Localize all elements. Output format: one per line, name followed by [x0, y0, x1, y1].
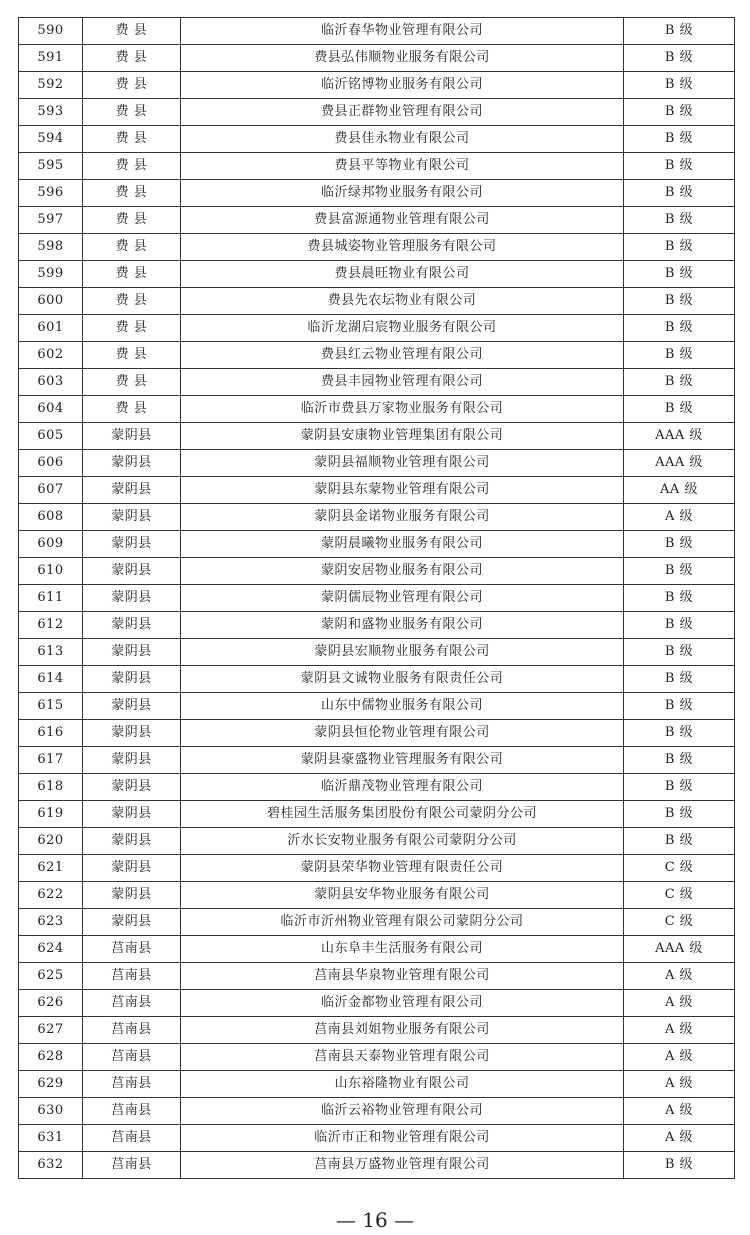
table-row — [19, 504, 735, 531]
table-row — [19, 585, 735, 612]
table-row — [19, 1044, 735, 1071]
company-name-cell: 蒙阴县宏顺物业服务有限公司 — [181, 639, 624, 666]
company-name-cell: 临沂市费县万家物业服务有限公司 — [181, 396, 624, 423]
grade-cell: B 级 — [624, 99, 735, 126]
grade-cell: B 级 — [624, 315, 735, 342]
grade-cell: AAA 级 — [624, 423, 735, 450]
grade-cell: B 级 — [624, 153, 735, 180]
table-row — [19, 666, 735, 693]
table-row — [19, 1071, 735, 1098]
row-number-cell: 632 — [19, 1152, 83, 1179]
company-name-cell: 临沂铭博物业服务有限公司 — [181, 72, 624, 99]
county-cell: 蒙阴县 — [83, 747, 181, 774]
row-number-cell: 597 — [19, 207, 83, 234]
county-cell: 蒙阴县 — [83, 801, 181, 828]
row-number-cell: 591 — [19, 45, 83, 72]
row-number-cell: 621 — [19, 855, 83, 882]
county-cell: 蒙阴县 — [83, 477, 181, 504]
table-row — [19, 639, 735, 666]
table-row — [19, 558, 735, 585]
row-number-cell: 609 — [19, 531, 83, 558]
grade-cell: B 级 — [624, 693, 735, 720]
grade-cell: B 级 — [624, 639, 735, 666]
county-cell: 莒南县 — [83, 1098, 181, 1125]
county-cell: 费 县 — [83, 18, 181, 45]
table-row — [19, 423, 735, 450]
company-name-cell: 费县丰园物业管理有限公司 — [181, 369, 624, 396]
row-number-cell: 610 — [19, 558, 83, 585]
grade-cell: B 级 — [624, 828, 735, 855]
grade-cell: A 级 — [624, 1098, 735, 1125]
company-name-cell: 沂水长安物业服务有限公司蒙阴分公司 — [181, 828, 624, 855]
county-cell: 莒南县 — [83, 1017, 181, 1044]
table-row — [19, 882, 735, 909]
grade-cell: B 级 — [624, 18, 735, 45]
county-cell: 费 县 — [83, 153, 181, 180]
row-number-cell: 613 — [19, 639, 83, 666]
county-cell: 费 县 — [83, 126, 181, 153]
county-cell: 蒙阴县 — [83, 909, 181, 936]
grade-cell: B 级 — [624, 180, 735, 207]
row-number-cell: 600 — [19, 288, 83, 315]
county-cell: 费 县 — [83, 72, 181, 99]
grade-cell: A 级 — [624, 963, 735, 990]
table-row — [19, 990, 735, 1017]
table-row — [19, 1125, 735, 1152]
company-name-cell: 蒙阴县福顺物业管理有限公司 — [181, 450, 624, 477]
table-row — [19, 99, 735, 126]
company-name-cell: 临沂市沂州物业管理有限公司蒙阴分公司 — [181, 909, 624, 936]
row-number-cell: 594 — [19, 126, 83, 153]
county-cell: 蒙阴县 — [83, 720, 181, 747]
company-name-cell: 费县正群物业管理有限公司 — [181, 99, 624, 126]
table-row — [19, 612, 735, 639]
grade-cell: A 级 — [624, 990, 735, 1017]
grade-cell: B 级 — [624, 666, 735, 693]
county-cell: 费 县 — [83, 342, 181, 369]
row-number-cell: 605 — [19, 423, 83, 450]
county-cell: 莒南县 — [83, 1152, 181, 1179]
table-row — [19, 288, 735, 315]
grade-cell: B 级 — [624, 288, 735, 315]
company-name-cell: 费县平等物业有限公司 — [181, 153, 624, 180]
grade-cell: A 级 — [624, 504, 735, 531]
table-row — [19, 18, 735, 45]
company-name-cell: 莒南县天泰物业管理有限公司 — [181, 1044, 624, 1071]
company-name-cell: 莒南县万盛物业管理有限公司 — [181, 1152, 624, 1179]
county-cell: 蒙阴县 — [83, 450, 181, 477]
grade-cell: C 级 — [624, 855, 735, 882]
company-name-cell: 临沂市正和物业管理有限公司 — [181, 1125, 624, 1152]
grade-cell: A 级 — [624, 1044, 735, 1071]
row-number-cell: 608 — [19, 504, 83, 531]
company-name-cell: 费县弘伟顺物业服务有限公司 — [181, 45, 624, 72]
table-row — [19, 396, 735, 423]
table-row — [19, 180, 735, 207]
grade-cell: B 级 — [624, 720, 735, 747]
table-row — [19, 261, 735, 288]
grade-cell: B 级 — [624, 747, 735, 774]
company-name-cell: 蒙阴和盛物业服务有限公司 — [181, 612, 624, 639]
grade-cell: B 级 — [624, 774, 735, 801]
grade-cell: B 级 — [624, 558, 735, 585]
row-number-cell: 619 — [19, 801, 83, 828]
county-cell: 莒南县 — [83, 1044, 181, 1071]
row-number-cell: 625 — [19, 963, 83, 990]
county-cell: 蒙阴县 — [83, 828, 181, 855]
table-row — [19, 153, 735, 180]
row-number-cell: 620 — [19, 828, 83, 855]
county-cell: 蒙阴县 — [83, 504, 181, 531]
county-cell: 莒南县 — [83, 963, 181, 990]
grade-cell: B 级 — [624, 1152, 735, 1179]
county-cell: 蒙阴县 — [83, 639, 181, 666]
table-row — [19, 747, 735, 774]
table-row — [19, 720, 735, 747]
grade-cell: B 级 — [624, 261, 735, 288]
county-cell: 蒙阴县 — [83, 882, 181, 909]
county-cell: 莒南县 — [83, 1071, 181, 1098]
county-cell: 蒙阴县 — [83, 855, 181, 882]
grade-cell: B 级 — [624, 801, 735, 828]
company-name-cell: 蒙阴县豪盛物业管理服务有限公司 — [181, 747, 624, 774]
table-row — [19, 234, 735, 261]
table-row — [19, 774, 735, 801]
grade-cell: AAA 级 — [624, 450, 735, 477]
page-number: — 16 — — [335, 1208, 415, 1232]
grade-cell: B 级 — [624, 45, 735, 72]
company-name-cell: 费县佳永物业有限公司 — [181, 126, 624, 153]
row-number-cell: 626 — [19, 990, 83, 1017]
row-number-cell: 607 — [19, 477, 83, 504]
row-number-cell: 614 — [19, 666, 83, 693]
company-name-cell: 费县先农坛物业有限公司 — [181, 288, 624, 315]
table-row — [19, 1098, 735, 1125]
county-cell: 费 县 — [83, 234, 181, 261]
grade-cell: A 级 — [624, 1017, 735, 1044]
grade-cell: B 级 — [624, 126, 735, 153]
table-body — [19, 18, 735, 1179]
row-number-cell: 615 — [19, 693, 83, 720]
grade-cell: B 级 — [624, 207, 735, 234]
company-name-cell: 蒙阴县安康物业管理集团有限公司 — [181, 423, 624, 450]
row-number-cell: 629 — [19, 1071, 83, 1098]
row-number-cell: 590 — [19, 18, 83, 45]
company-name-cell: 费县晨旺物业有限公司 — [181, 261, 624, 288]
grade-cell: AA 级 — [624, 477, 735, 504]
table-row — [19, 828, 735, 855]
company-name-cell: 碧桂园生活服务集团股份有限公司蒙阴分公司 — [181, 801, 624, 828]
table-row — [19, 72, 735, 99]
county-cell: 费 县 — [83, 396, 181, 423]
company-name-cell: 临沂金都物业管理有限公司 — [181, 990, 624, 1017]
company-name-cell: 蒙阴县恒伦物业管理有限公司 — [181, 720, 624, 747]
county-cell: 蒙阴县 — [83, 774, 181, 801]
table-row — [19, 45, 735, 72]
grade-cell: A 级 — [624, 1125, 735, 1152]
row-number-cell: 595 — [19, 153, 83, 180]
table-row — [19, 1152, 735, 1179]
company-name-cell: 莒南县华泉物业管理有限公司 — [181, 963, 624, 990]
county-cell: 莒南县 — [83, 1125, 181, 1152]
grade-cell: B 级 — [624, 369, 735, 396]
table-row — [19, 369, 735, 396]
row-number-cell: 592 — [19, 72, 83, 99]
county-cell: 蒙阴县 — [83, 558, 181, 585]
row-number-cell: 598 — [19, 234, 83, 261]
table-row — [19, 477, 735, 504]
company-name-cell: 费县城姿物业管理服务有限公司 — [181, 234, 624, 261]
row-number-cell: 623 — [19, 909, 83, 936]
county-cell: 蒙阴县 — [83, 693, 181, 720]
grade-cell: B 级 — [624, 72, 735, 99]
row-number-cell: 599 — [19, 261, 83, 288]
table-row — [19, 1017, 735, 1044]
county-cell: 费 县 — [83, 207, 181, 234]
grade-cell: B 级 — [624, 531, 735, 558]
company-name-cell: 山东阜丰生活服务有限公司 — [181, 936, 624, 963]
document-sheet — [18, 17, 734, 1179]
row-number-cell: 604 — [19, 396, 83, 423]
grade-cell: B 级 — [624, 612, 735, 639]
table-row — [19, 909, 735, 936]
grade-cell: C 级 — [624, 882, 735, 909]
county-cell: 费 县 — [83, 180, 181, 207]
row-number-cell: 630 — [19, 1098, 83, 1125]
grade-cell: AAA 级 — [624, 936, 735, 963]
row-number-cell: 627 — [19, 1017, 83, 1044]
property-company-rating-table — [18, 17, 735, 1179]
table-row — [19, 936, 735, 963]
table-row — [19, 531, 735, 558]
row-number-cell: 611 — [19, 585, 83, 612]
table-row — [19, 126, 735, 153]
company-name-cell: 山东中儒物业服务有限公司 — [181, 693, 624, 720]
county-cell: 蒙阴县 — [83, 585, 181, 612]
grade-cell: B 级 — [624, 234, 735, 261]
county-cell: 费 县 — [83, 45, 181, 72]
row-number-cell: 602 — [19, 342, 83, 369]
county-cell: 蒙阴县 — [83, 423, 181, 450]
row-number-cell: 622 — [19, 882, 83, 909]
table-row — [19, 342, 735, 369]
grade-cell: B 级 — [624, 396, 735, 423]
grade-cell: A 级 — [624, 1071, 735, 1098]
company-name-cell: 临沂云裕物业管理有限公司 — [181, 1098, 624, 1125]
county-cell: 蒙阴县 — [83, 612, 181, 639]
company-name-cell: 蒙阴儒辰物业管理有限公司 — [181, 585, 624, 612]
row-number-cell: 603 — [19, 369, 83, 396]
company-name-cell: 费县红云物业管理有限公司 — [181, 342, 624, 369]
table-row — [19, 963, 735, 990]
grade-cell: C 级 — [624, 909, 735, 936]
company-name-cell: 蒙阴县文诚物业服务有限责任公司 — [181, 666, 624, 693]
company-name-cell: 临沂龙湖启宸物业服务有限公司 — [181, 315, 624, 342]
company-name-cell: 临沂鼎茂物业管理有限公司 — [181, 774, 624, 801]
county-cell: 费 县 — [83, 261, 181, 288]
row-number-cell: 606 — [19, 450, 83, 477]
company-name-cell: 费县富源通物业管理有限公司 — [181, 207, 624, 234]
row-number-cell: 617 — [19, 747, 83, 774]
county-cell: 费 县 — [83, 369, 181, 396]
grade-cell: B 级 — [624, 342, 735, 369]
row-number-cell: 601 — [19, 315, 83, 342]
row-number-cell: 624 — [19, 936, 83, 963]
grade-cell: B 级 — [624, 585, 735, 612]
table-row — [19, 801, 735, 828]
county-cell: 费 县 — [83, 288, 181, 315]
county-cell: 费 县 — [83, 315, 181, 342]
company-name-cell: 蒙阴县荣华物业管理有限责任公司 — [181, 855, 624, 882]
row-number-cell: 631 — [19, 1125, 83, 1152]
county-cell: 莒南县 — [83, 936, 181, 963]
row-number-cell: 616 — [19, 720, 83, 747]
company-name-cell: 山东裕隆物业有限公司 — [181, 1071, 624, 1098]
row-number-cell: 596 — [19, 180, 83, 207]
table-row — [19, 450, 735, 477]
company-name-cell: 临沂春华物业管理有限公司 — [181, 18, 624, 45]
company-name-cell: 蒙阴安居物业服务有限公司 — [181, 558, 624, 585]
row-number-cell: 593 — [19, 99, 83, 126]
row-number-cell: 618 — [19, 774, 83, 801]
company-name-cell: 莒南县刘姐物业服务有限公司 — [181, 1017, 624, 1044]
table-row — [19, 315, 735, 342]
county-cell: 费 县 — [83, 99, 181, 126]
table-row — [19, 855, 735, 882]
row-number-cell: 628 — [19, 1044, 83, 1071]
company-name-cell: 蒙阴县安华物业服务有限公司 — [181, 882, 624, 909]
company-name-cell: 蒙阴晨曦物业服务有限公司 — [181, 531, 624, 558]
company-name-cell: 蒙阴县金诺物业服务有限公司 — [181, 504, 624, 531]
row-number-cell: 612 — [19, 612, 83, 639]
table-row — [19, 207, 735, 234]
company-name-cell: 蒙阴县东蒙物业管理有限公司 — [181, 477, 624, 504]
table-row — [19, 693, 735, 720]
county-cell: 蒙阴县 — [83, 666, 181, 693]
county-cell: 莒南县 — [83, 990, 181, 1017]
county-cell: 蒙阴县 — [83, 531, 181, 558]
company-name-cell: 临沂绿邦物业服务有限公司 — [181, 180, 624, 207]
